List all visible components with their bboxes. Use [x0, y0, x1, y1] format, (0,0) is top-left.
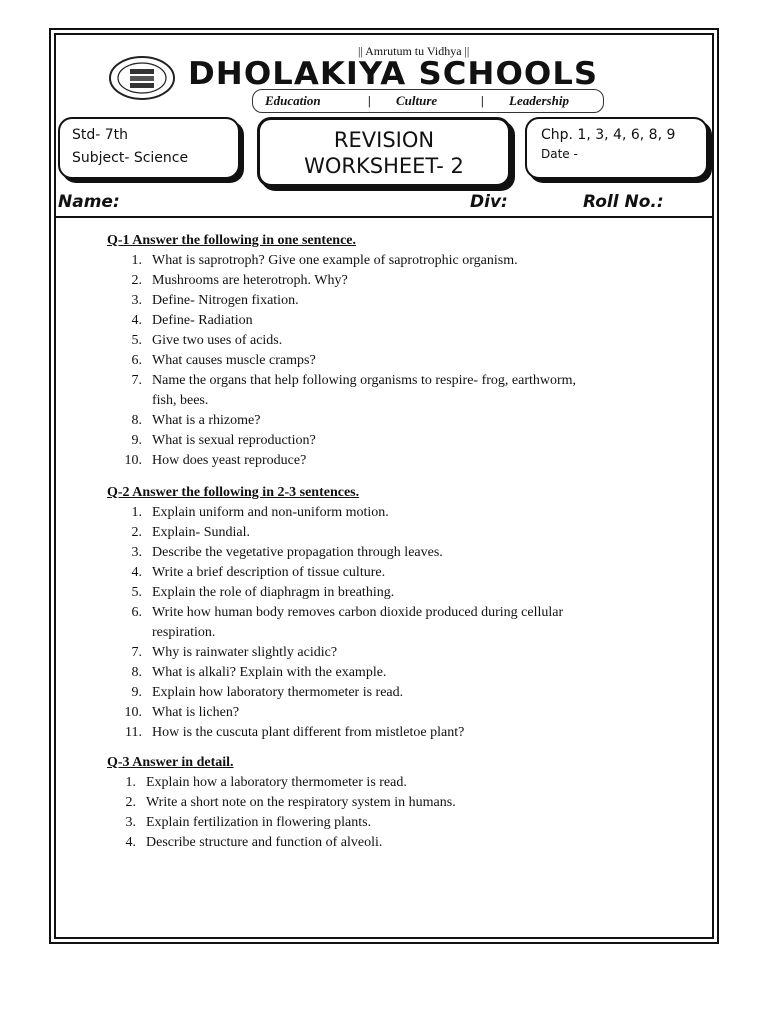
school-name: DHOLAKIYA SCHOOLS	[188, 56, 599, 92]
q2-item-text: Explain- Sundial.	[152, 525, 250, 540]
q2-item-number: 5.	[131, 585, 142, 600]
q2-item-text: Explain the role of diaphragm in breathing.	[152, 585, 395, 600]
date-label: Date -	[541, 147, 578, 161]
class-info-box	[58, 117, 240, 179]
worksheet-title-box	[257, 117, 511, 187]
q2-item-number: 4.	[131, 565, 142, 580]
q2-item-number: 2.	[131, 525, 142, 540]
q3-heading: Q-3 Answer in detail.	[107, 755, 234, 770]
q2-item-text: What is lichen?	[152, 705, 240, 720]
school-logo	[108, 55, 176, 101]
q1-item-number: 1.	[131, 253, 142, 268]
q1-item-number: 7.	[131, 373, 142, 388]
q3-item-number: 4.	[125, 835, 136, 850]
q2-item-number: 3.	[131, 545, 142, 560]
q1-item-number: 9.	[131, 433, 142, 448]
q1-item-text: Define- Radiation	[152, 313, 253, 328]
std-label: Std- 7th	[72, 127, 129, 143]
roll-field-label: Roll No.:	[583, 192, 664, 212]
chapters-label: Chp. 1, 3, 4, 6, 8, 9	[541, 127, 676, 143]
q1-item-number: 5.	[131, 333, 142, 348]
q1-item-number: 6.	[131, 353, 142, 368]
q2-heading: Q-2 Answer the following in 2-3 sentences.	[107, 485, 360, 500]
q1-item-text: Define- Nitrogen fixation.	[152, 293, 299, 308]
q2-item-text: What is alkali? Explain with the example.	[152, 665, 387, 680]
q1-item-number: 2.	[131, 273, 142, 288]
q1-item-text: Give two uses of acids.	[152, 333, 283, 348]
tagline-banner	[252, 89, 604, 113]
chapter-info-box	[525, 117, 708, 179]
q2-item-number: 1.	[131, 505, 142, 520]
q1-item-text: fish, bees.	[152, 393, 209, 408]
q3-item-number: 3.	[125, 815, 136, 830]
q1-item-number: 4.	[131, 313, 142, 328]
q1-item-text: What is sexual reproduction?	[152, 433, 316, 448]
q2-item-text: respiration.	[152, 625, 216, 640]
tagline-education: Education	[265, 93, 321, 108]
worksheet-title-line1: REVISION	[333, 128, 435, 152]
q2-item-text: How is the cuscuta plant different from mistletoe plant?	[152, 725, 465, 740]
q2-item-number: 6.	[131, 605, 142, 620]
subject-label: Subject- Science	[72, 150, 189, 166]
tagline-culture: Culture	[396, 93, 438, 108]
q1-item-text: What is saprotroph? Give one example of saprotrophic organism.	[152, 253, 518, 268]
q1-item-text: Mushrooms are heterotroph. Why?	[152, 273, 348, 288]
q2-item-number: 11.	[125, 725, 142, 740]
q1-item-number: 8.	[131, 413, 142, 428]
q2-item-number: 10.	[124, 705, 142, 720]
q1-item-text: How does yeast reproduce?	[152, 453, 307, 468]
header-divider	[54, 216, 714, 218]
q3-item-number: 2.	[125, 795, 136, 810]
q2-item-text: Explain how laboratory thermometer is read.	[152, 685, 404, 700]
q2-item-number: 8.	[131, 665, 142, 680]
worksheet-title-line2: WORKSHEET- 2	[304, 154, 464, 178]
q2-item-number: 9.	[131, 685, 142, 700]
q1-item-number: 10.	[124, 453, 142, 468]
tagline-leadership: Leadership	[509, 93, 569, 108]
q1-item-text: What is a rhizome?	[152, 413, 261, 428]
q2-item-number: 7.	[131, 645, 142, 660]
q3-item-text: Describe structure and function of alveoli.	[146, 835, 383, 850]
name-field-label: Name:	[58, 192, 120, 212]
q1-item-number: 3.	[131, 293, 142, 308]
q2-item-text: Write how human body removes carbon dioxide produced during cellular	[152, 605, 564, 620]
q3-item-text: Explain how a laboratory thermometer is read.	[146, 775, 407, 790]
q3-item-number: 1.	[125, 775, 136, 790]
q2-item-text: Explain uniform and non-uniform motion.	[152, 505, 389, 520]
q2-item-text: Why is rainwater slightly acidic?	[152, 645, 338, 660]
q1-heading: Q-1 Answer the following in one sentence.	[107, 233, 357, 248]
q2-item-text: Write a brief description of tissue culture.	[152, 565, 386, 580]
tagline-divider: |	[481, 93, 484, 108]
tagline-divider: |	[368, 93, 371, 108]
div-field-label: Div:	[470, 192, 508, 212]
q1-item-text: Name the organs that help following organisms to respire- frog, earthworm,	[152, 373, 577, 388]
q1-item-text: What causes muscle cramps?	[152, 353, 316, 368]
school-motto: || Amrutum tu Vidhya ||	[358, 44, 470, 58]
q2-item-text: Describe the vegetative propagation through leaves.	[152, 545, 443, 560]
q3-item-text: Explain fertilization in flowering plants.	[146, 815, 372, 830]
q3-item-text: Write a short note on the respiratory system in humans.	[146, 795, 456, 810]
